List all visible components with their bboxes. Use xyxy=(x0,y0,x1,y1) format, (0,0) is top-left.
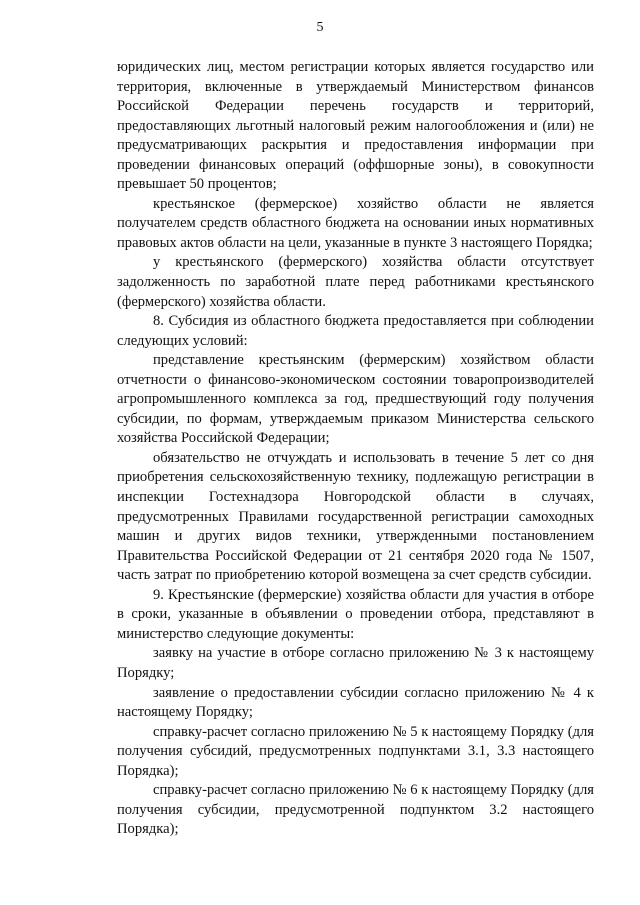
paragraph: обязательство не отчуждать и использовать в течение 5 лет со дня приобретения сельскохозяйственную технику, подлежащую регистрации в инспекции Гостехнадзора Новгородской области в случаях, предусмотренных Правилами государственной регистрации самоходных машин и других видов техники, утвержденными постановлением Правительства Российской Федерации от 21 сентября 2020 года № 1507, часть затрат по приобретению которой возмещена за счет средств субсидии. xyxy=(117,449,594,584)
paragraph: представление крестьянским (фермерским) хозяйством области отчетности о финансово-экономическом состоянии товаропроизводителей агропромышленного комплекса за год, предшествующий году получения субсидии, по формам, утверждаемым приказом Министерства сельского хозяйства Российской Федерации; xyxy=(117,352,594,447)
paragraph-clause-9: 9. Крестьянские (фермерские) хозяйства области для участия в отборе в сроки, указанные в объявлении о проведении отбора, представляют в министерство следующие документы: xyxy=(117,586,594,642)
page-number: 5 xyxy=(316,20,324,35)
paragraph-clause-8: 8. Субсидия из областного бюджета предоставляется при соблюдении следующих условий: xyxy=(117,313,594,349)
paragraph: справку-расчет согласно приложению № 5 к настоящему Порядку (для получения субсидий, предусмотренных подпунктами 3.1, 3.3 настоящего Порядка); xyxy=(117,723,594,779)
paragraph: крестьянское (фермерское) хозяйство области не является получателем средств областного бюджета на основании иных нормативных правовых актов области на цели, указанные в пункте 3 настоящего Порядка; xyxy=(117,195,594,251)
paragraph: заявку на участие в отборе согласно приложению № 3 к настоящему Порядку; xyxy=(117,645,594,681)
paragraph-continuation: юридических лиц, местом регистрации которых является государство или территория, включенные в утверждаемый Министерством финансов Российской Федерации перечень государств и территорий, предоставляющих льготный налоговый режим налогообложения и (или) не предусматривающих раскрытия и предоставления информации при проведении финансовых операций (оффшорные зоны), в совокупности превышает 50 процентов; xyxy=(117,59,594,193)
paragraph: справку-расчет согласно приложению № 6 к настоящему Порядку (для получения субсидии, предусмотренной подпунктом 3.2 настоящего Порядка); xyxy=(117,782,594,838)
paragraph: заявление о предоставлении субсидии согласно приложению № 4 к настоящему Порядку; xyxy=(117,684,594,721)
paragraph: у крестьянского (фермерского) хозяйства области отсутствует задолженность по заработной плате перед работниками крестьянского (фермерского) хозяйства области. xyxy=(117,254,594,310)
document-body xyxy=(117,58,594,840)
